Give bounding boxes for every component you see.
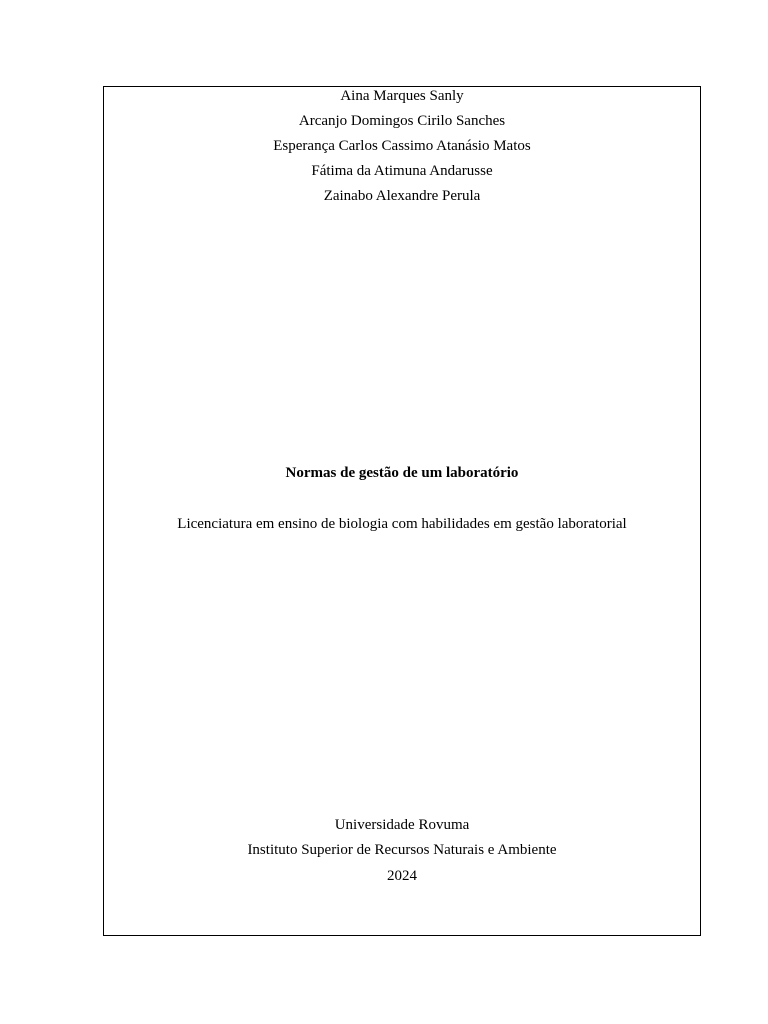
document-title: Normas de gestão de um laboratório (285, 465, 519, 481)
cover-page-frame (103, 86, 701, 936)
author-name: Arcanjo Domingos Cirilo Sanches (298, 113, 506, 129)
course-name: Licenciatura em ensino de biologia com habilidades em gestão laboratorial (177, 516, 627, 532)
author-name: Fátima da Atimuna Andarusse (311, 163, 493, 179)
university-name: Universidade Rovuma (334, 817, 470, 833)
author-name: Zainabo Alexandre Perula (323, 188, 481, 204)
author-name: Aina Marques Sanly (340, 88, 464, 104)
author-name: Esperança Carlos Cassimo Atanásio Matos (273, 138, 531, 154)
institute-name: Instituto Superior de Recursos Naturais e Ambiente (247, 842, 557, 858)
year: 2024 (387, 868, 417, 884)
